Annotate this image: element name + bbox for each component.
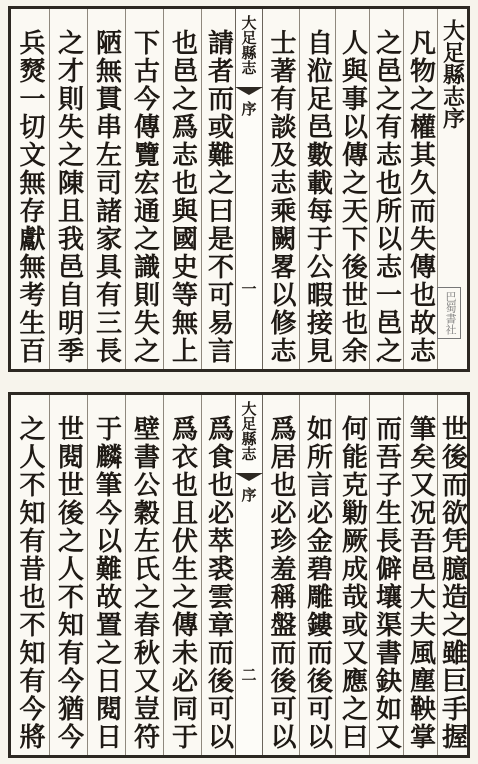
gutter-title: 大足縣志	[239, 15, 258, 75]
column-text: 爲衣也且伏生之傳未必同于	[167, 415, 198, 751]
column-text: 下古今傳覽宏通之識則失之	[129, 29, 160, 365]
text-column	[49, 9, 87, 369]
column-text: 凡物之權其久而失傳也故志	[405, 29, 436, 365]
column-text: 世後而欲凭臆造之雖巨手握	[437, 415, 468, 751]
text-column	[11, 395, 49, 755]
text-column	[369, 395, 403, 755]
text-column	[201, 9, 235, 369]
column-text: 請者而或難之曰是不可易言	[203, 29, 234, 365]
gutter-title: 大足縣志	[239, 401, 258, 461]
fishtail-mark	[239, 473, 259, 485]
text-column	[335, 395, 369, 755]
text-column	[299, 9, 335, 369]
column-text: 何能克勦厥成哉或又應之曰	[337, 415, 368, 751]
column-text: 筆矣又况吾邑大夫風塵鞅掌	[405, 415, 436, 751]
text-column	[11, 9, 49, 369]
text-column	[369, 9, 403, 369]
column-text: 而吾子生長僻壤渠書鈌如又	[371, 415, 402, 751]
text-column	[163, 9, 201, 369]
text-column	[403, 9, 437, 369]
library-stamp: 巴蜀書社	[437, 287, 461, 339]
column-text: 之邑之有志也所以志一邑之	[371, 29, 402, 365]
text-column	[299, 395, 335, 755]
column-text: 士著有談及志乘闕畧以修志	[266, 29, 296, 365]
column-text: 于麟筆今以難故置之日閱日	[91, 415, 122, 751]
column-text: 陋無貫串左司諸家具有三長	[91, 29, 122, 365]
text-column	[403, 395, 437, 755]
text-column	[163, 395, 201, 755]
column-title: 大足縣志序	[439, 19, 466, 129]
page-top	[8, 6, 470, 372]
page-bottom	[8, 392, 470, 758]
text-column	[87, 9, 125, 369]
gutter-section: 序	[239, 101, 258, 116]
text-column	[437, 395, 467, 755]
column-text: 兵燹一切文無存獻無考生百	[15, 29, 45, 365]
text-column	[201, 395, 235, 755]
column-text: 之才則失之陳且我邑自明季	[53, 29, 84, 365]
fishtail-mark	[239, 87, 259, 99]
column-text: 自涖足邑數載每于公暇接見	[302, 29, 333, 365]
text-column	[263, 9, 299, 369]
column-text: 之人不知有昔也不知有今將	[15, 415, 45, 751]
gutter-page-number: 二	[239, 667, 258, 682]
text-column	[87, 395, 125, 755]
page-gutter	[235, 9, 263, 369]
text-column	[49, 395, 87, 755]
gutter-page-number: 一	[239, 281, 258, 296]
gutter-section: 序	[239, 487, 258, 502]
column-text: 如所言必金碧雕鏤而後可以	[302, 415, 333, 751]
text-column	[335, 9, 369, 369]
column-text: 也邑之爲志也與國史等無上	[167, 29, 198, 365]
title-column	[437, 9, 467, 369]
text-column	[125, 395, 163, 755]
column-text: 爲食也必萃裘雲章而後可以	[203, 415, 234, 751]
column-text: 人與事以傳之天下後世也余	[337, 29, 368, 365]
column-text: 爲居也必珍羞稱盤而後可以	[266, 415, 296, 751]
page-gutter	[235, 395, 263, 755]
column-text: 壁書公穀左氏之春秋又豈符	[129, 415, 160, 751]
text-column	[125, 9, 163, 369]
text-column	[263, 395, 299, 755]
column-text: 世閱世後之人不知有今猶今	[53, 415, 84, 751]
